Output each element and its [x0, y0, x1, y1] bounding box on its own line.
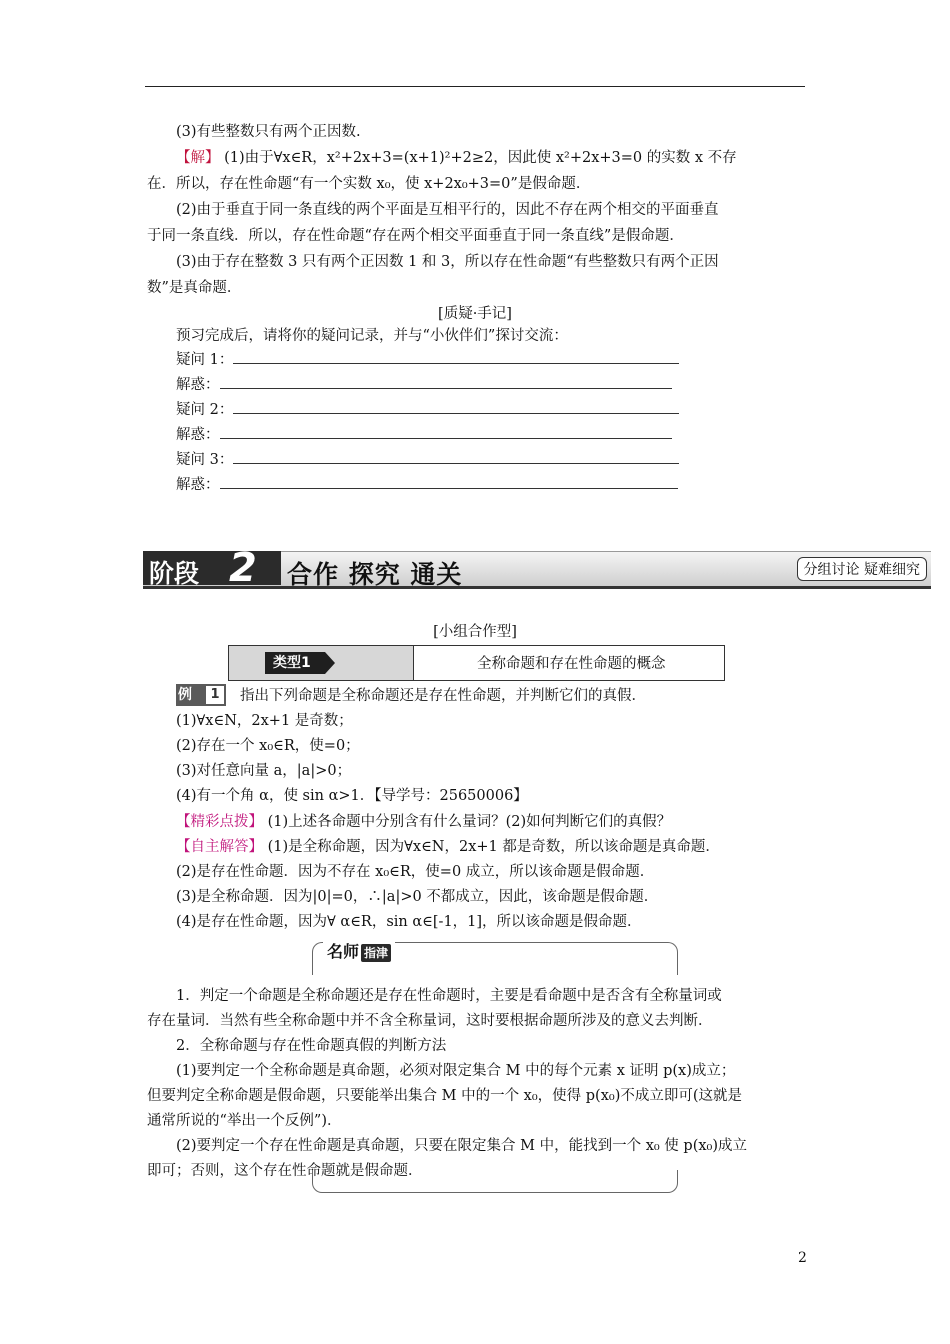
page-number: 2 [798, 1250, 807, 1266]
note-question-3[interactable]: 疑问 3： [176, 450, 679, 470]
banner-title: 合作 探究 通关 [287, 560, 463, 589]
example-item: (2)存在一个 x₀∈R，使=0； [176, 738, 360, 754]
stage-word: 阶段 [149, 559, 200, 588]
answer-line-4: (4)是存在性命题，因为∀ α∈R，sin α∈[-1，1]，所以该命题是假命题． [176, 914, 642, 930]
tip-line: 2．全称命题与存在性命题真假的判断方法 [176, 1038, 447, 1054]
tips-title-text: 名师 [327, 942, 360, 961]
example-badge-word: 例 [178, 687, 192, 703]
example-item: (1)∀x∈N，2x+1 是奇数； [176, 713, 353, 729]
note-answer-3[interactable]: 解惑： [176, 475, 678, 495]
answer-line-1 [176, 837, 720, 857]
stage-badge [143, 545, 281, 591]
solution-line-3: (2)由于垂直于同一条直线的两个平面是互相平行的，因此不存在两个相交的平面垂直 [176, 202, 719, 218]
tip-line: (1)要判定一个全称命题是真命题，必须对限定集合 M 中的每个元素 x 证明 p(x)成立； [176, 1063, 736, 1079]
solution-text: (1)由于∀x∈R，x²+2x+3=(x+1)²+2≥2，因此使 x²+2x+3=0 的实数 x 不存 [219, 150, 737, 166]
note-fill-line[interactable] [233, 351, 679, 364]
hint-line [176, 812, 671, 832]
tip-line: 通常所说的“举出一个反例”)． [147, 1113, 342, 1129]
example-prompt: 指出下列命题是全称命题还是存在性命题，并判断它们的真假． [240, 688, 646, 704]
problem-3: (3)有些整数只有两个正因数. [176, 124, 361, 140]
answer-tag: 【自主解答】 [176, 839, 263, 855]
solution-line-1 [176, 148, 737, 168]
solution-tag: 【解】 [176, 150, 220, 166]
note-answer-1[interactable]: 解惑： [176, 375, 672, 395]
note-question-2[interactable]: 疑问 2： [176, 400, 679, 420]
solution-line-4: 于同一条直线．所以，存在性命题“存在两个相交平面垂直于同一条直线”是假命题． [147, 228, 684, 244]
tips-frame-bottom [312, 1170, 678, 1193]
solution-line-2: 在．所以，存在性命题“有一个实数 x₀，使 x+2x₀+3=0”是假命题． [147, 176, 591, 192]
note-fill-line[interactable] [220, 476, 678, 489]
note-fill-line[interactable] [233, 451, 679, 464]
type-title: 全称命题和存在性命题的概念 [477, 656, 666, 672]
tip-line: 存在量词．当然有些全称命题中并不含全称量词，这时要根据命题所涉及的意义去判断． [147, 1013, 713, 1029]
note-fill-line[interactable] [220, 426, 672, 439]
type-box [228, 645, 725, 681]
header-rule [145, 86, 805, 87]
tip-line: 但要判定全称命题是假命题，只要能举出集合 M 中的一个 x₀，使得 p(x₀)不成立即可(这就是 [147, 1088, 743, 1104]
solution-line-5: (3)由于存在整数 3 只有两个正因数 1 和 3，所以存在性命题“有些整数只有两个正因 [176, 254, 719, 270]
group-heading: [小组合作型] [433, 624, 517, 640]
notes-intro: 预习完成后，请将你的疑问记录，并与“小伙伴们”探讨交流： [176, 328, 568, 344]
example-item: (3)对任意向量 a，|a|>0； [176, 763, 352, 779]
tip-line: 即可；否则，这个存在性命题就是假命题． [147, 1163, 423, 1179]
note-fill-line[interactable] [233, 401, 679, 414]
example-badge-number: 1 [206, 686, 224, 704]
tips-frame-top [312, 942, 678, 975]
banner-tag: 分组讨论 疑难细究 [797, 557, 927, 581]
example-badge [176, 684, 226, 706]
answer-text: (1)是全称命题，因为∀x∈N，2x+1 都是奇数，所以该命题是真命题． [263, 839, 720, 855]
hint-tag: 【精彩点拨】 [176, 814, 263, 830]
answer-line-3: (3)是全称命题．因为|0|=0，∴|a|>0 不都成立，因此，该命题是假命题． [176, 889, 659, 905]
note-question-1[interactable]: 疑问 1： [176, 350, 679, 370]
example-item: (4)有一个角 α，使 sin α>1．【导学号：25650006】 [176, 788, 528, 804]
hint-text: (1)上述各命题中分别含有什么量词？(2)如何判断它们的真假？ [263, 814, 672, 830]
note-answer-2[interactable]: 解惑： [176, 425, 672, 445]
type-label: 类型1 [265, 652, 325, 674]
tip-line: (2)要判定一个存在性命题是真命题，只要在限定集合 M 中，能找到一个 x₀ 使 p(x₀)成立 [176, 1138, 748, 1154]
tips-title-badge: 指津 [361, 944, 391, 962]
notes-heading: [质疑·手记] [438, 306, 512, 322]
stage-banner [143, 545, 931, 591]
solution-line-6: 数”是真命题． [147, 280, 242, 296]
tips-title [323, 939, 395, 962]
stage-number: 2 [229, 545, 257, 591]
tip-line: 1．判定一个命题是全称命题还是存在性命题时，主要是看命题中是否含有全称量词或 [176, 988, 722, 1004]
answer-line-2: (2)是存在性命题．因为不存在 x₀∈R，使=0 成立，所以该命题是假命题． [176, 864, 655, 880]
note-fill-line[interactable] [220, 376, 672, 389]
